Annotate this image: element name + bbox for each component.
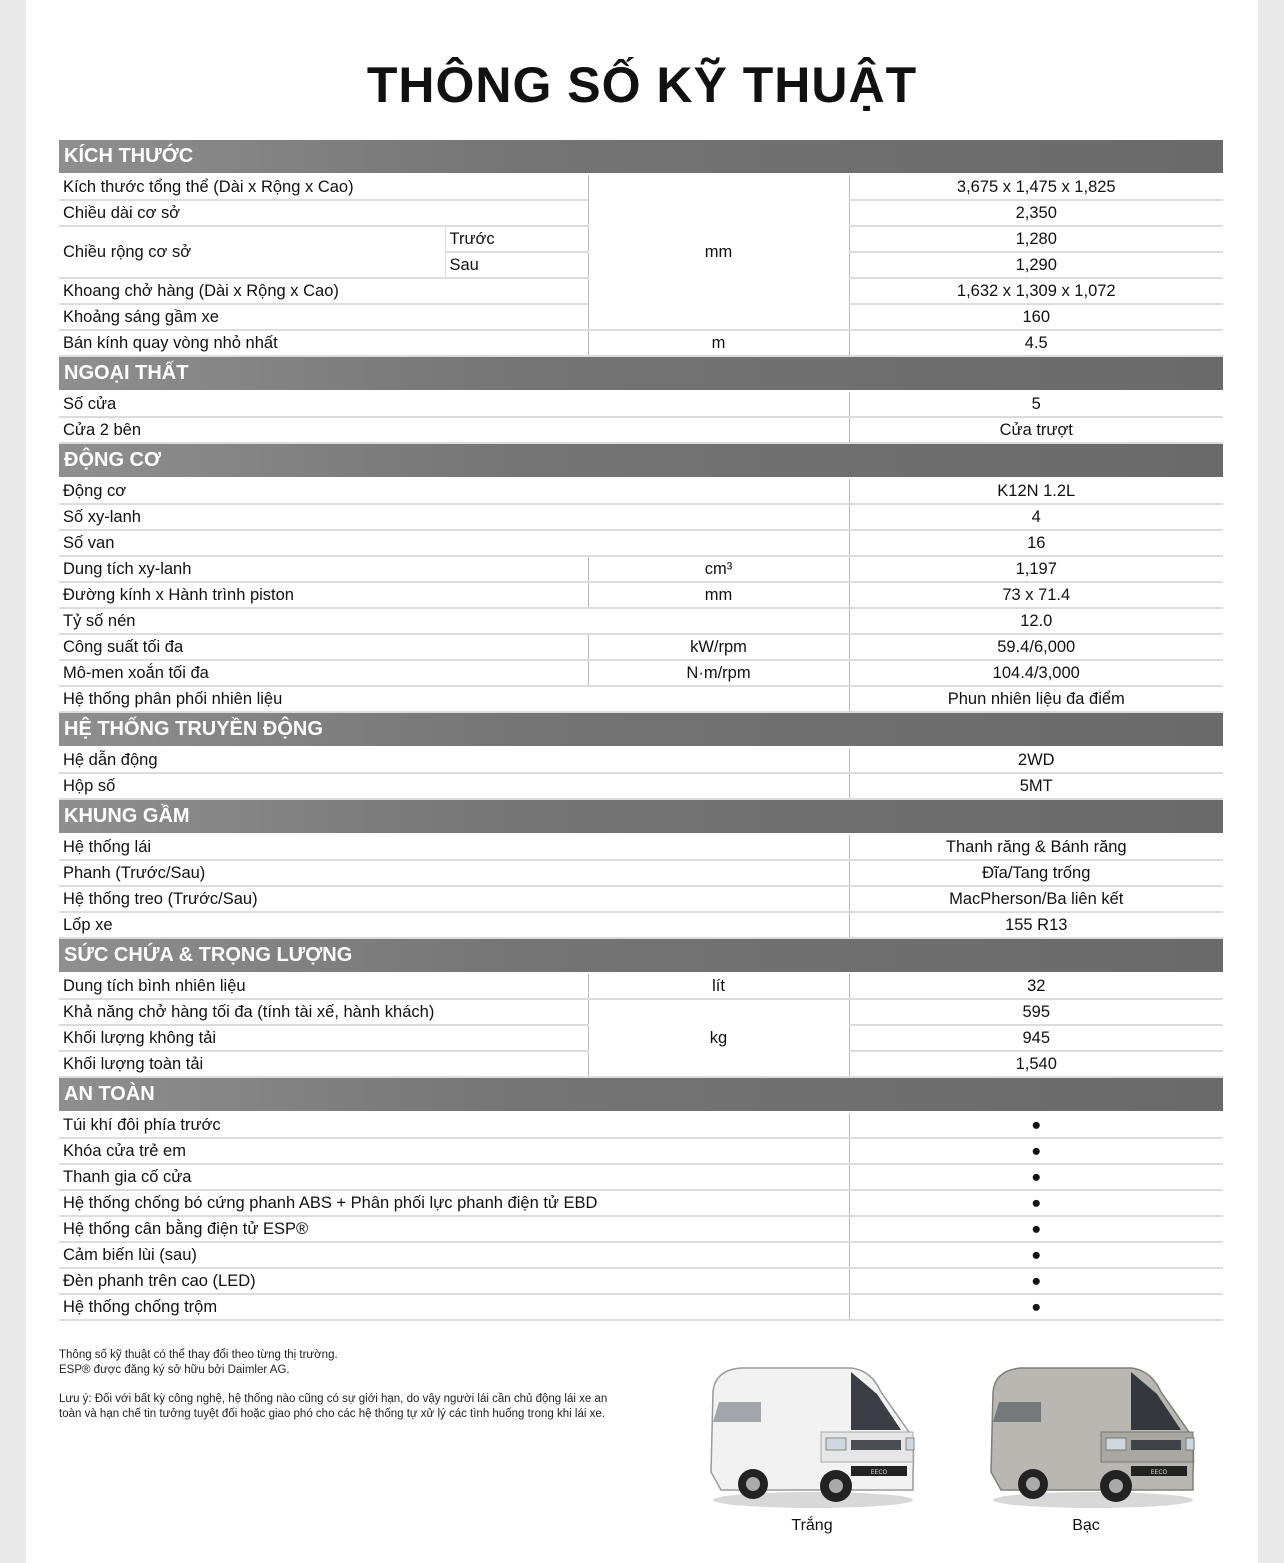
table-row: Dung tích xy-lanh cm³ 1,197 bbox=[59, 556, 1223, 582]
table-row: Khối lượng toàn tải 1,540 bbox=[59, 1051, 1223, 1077]
table-row: Chiều rộng cơ sở Trước 1,280 bbox=[59, 226, 1223, 252]
table-row: Hệ thống lái Thanh răng & Bánh răng bbox=[59, 834, 1223, 860]
spec-sheet-page bbox=[26, 0, 1258, 1563]
table-row: Số van 16 bbox=[59, 530, 1223, 556]
table-row: Lốp xe 155 R13 bbox=[59, 912, 1223, 938]
table-row: Hệ thống phân phối nhiên liệu Phun nhiên liệu đa điểm bbox=[59, 686, 1223, 712]
table-row: Hộp số 5MT bbox=[59, 773, 1223, 799]
silver-van-image bbox=[981, 1362, 1201, 1512]
table-row: Hệ dẫn động 2WD bbox=[59, 747, 1223, 773]
section-header: HỆ THỐNG TRUYỀN ĐỘNG bbox=[59, 712, 1223, 747]
table-row: Kích thước tổng thể (Dài x Rộng x Cao) mm 3,675 x 1,475 x 1,825 bbox=[59, 174, 1223, 200]
table-row: Khoảng sáng gầm xe 160 bbox=[59, 304, 1223, 330]
footnotes: Thông số kỹ thuật có thể thay đổi theo từng thị trường. ESP® được đăng ký sở hữu bởi Daimler AG. Lưu ý: Đối với bất kỳ công nghệ, hệ thống nào cũng có sự giới hạn, do vậy người lái cần chủ động lái xe an toàn và hạn chế tin tưởng tuyệt đối hoặc giao phó cho các hệ thống tự xử lý các tình huống trong khi lái xe. bbox=[59, 1349, 608, 1420]
table-row: Cửa 2 bên Cửa trượt bbox=[59, 417, 1223, 443]
section-header: KHUNG GẦM bbox=[59, 799, 1223, 834]
bullet-icon: ● bbox=[849, 1138, 1223, 1164]
table-row: Số xy-lanh 4 bbox=[59, 504, 1223, 530]
silver-van-label: Bạc bbox=[1072, 1517, 1100, 1534]
table-row: Dung tích bình nhiên liệu lít 32 bbox=[59, 973, 1223, 999]
table-row: Số cửa 5 bbox=[59, 391, 1223, 417]
white-van-image bbox=[701, 1362, 921, 1512]
bullet-icon: ● bbox=[849, 1112, 1223, 1138]
table-row: Phanh (Trước/Sau) Đĩa/Tang trống bbox=[59, 860, 1223, 886]
table-row: Công suất tối đa kW/rpm 59.4/6,000 bbox=[59, 634, 1223, 660]
bullet-icon: ● bbox=[849, 1242, 1223, 1268]
table-row: Bán kính quay vòng nhỏ nhất m 4.5 bbox=[59, 330, 1223, 356]
table-row: Thanh gia cố cửa ● bbox=[59, 1164, 1223, 1190]
bullet-icon: ● bbox=[849, 1216, 1223, 1242]
table-row: Túi khí đôi phía trước ● bbox=[59, 1112, 1223, 1138]
section-header: SỨC CHỨA & TRỌNG LƯỢNG bbox=[59, 938, 1223, 973]
table-row: Hệ thống chống bó cứng phanh ABS + Phân phối lực phanh điện tử EBD ● bbox=[59, 1190, 1223, 1216]
table-row: Khối lượng không tải 945 bbox=[59, 1025, 1223, 1051]
page-title: THÔNG SỐ KỸ THUẬT bbox=[366, 57, 918, 113]
section-header: KÍCH THƯỚC bbox=[59, 140, 1223, 174]
bullet-icon: ● bbox=[849, 1190, 1223, 1216]
table-row: Cảm biến lùi (sau) ● bbox=[59, 1242, 1223, 1268]
bullet-icon: ● bbox=[849, 1294, 1223, 1320]
table-row: Chiều dài cơ sở 2,350 bbox=[59, 200, 1223, 226]
table-row: Khóa cửa trẻ em ● bbox=[59, 1138, 1223, 1164]
table-row: Sau 1,290 bbox=[59, 252, 1223, 278]
section-header: NGOẠI THẤT bbox=[59, 356, 1223, 391]
spec-table bbox=[59, 140, 1223, 1321]
table-row: Khoang chở hàng (Dài x Rộng x Cao) 1,632 x 1,309 x 1,072 bbox=[59, 278, 1223, 304]
table-row: Khả năng chở hàng tối đa (tính tài xế, hành khách) kg 595 bbox=[59, 999, 1223, 1025]
table-row: Hệ thống cân bằng điện tử ESP® ● bbox=[59, 1216, 1223, 1242]
svg-text:EECO: EECO bbox=[870, 1469, 888, 1476]
table-row: Hệ thống chống trộm ● bbox=[59, 1294, 1223, 1320]
table-row: Động cơ K12N 1.2L bbox=[59, 478, 1223, 504]
table-row: Mô-men xoắn tối đa N·m/rpm 104.4/3,000 bbox=[59, 660, 1223, 686]
svg-text:EECO: EECO bbox=[1150, 1469, 1168, 1476]
table-row: Tỷ số nén 12.0 bbox=[59, 608, 1223, 634]
section-header: AN TOÀN bbox=[59, 1077, 1223, 1112]
bullet-icon: ● bbox=[849, 1268, 1223, 1294]
bullet-icon: ● bbox=[849, 1164, 1223, 1190]
unit-cell: mm bbox=[588, 174, 849, 330]
table-row: Hệ thống treo (Trước/Sau) MacPherson/Ba liên kết bbox=[59, 886, 1223, 912]
table-row: Đèn phanh trên cao (LED) ● bbox=[59, 1268, 1223, 1294]
white-van-label: Trắng bbox=[791, 1517, 833, 1534]
section-header: ĐỘNG CƠ bbox=[59, 443, 1223, 478]
table-row: Đường kính x Hành trình piston mm 73 x 71.4 bbox=[59, 582, 1223, 608]
